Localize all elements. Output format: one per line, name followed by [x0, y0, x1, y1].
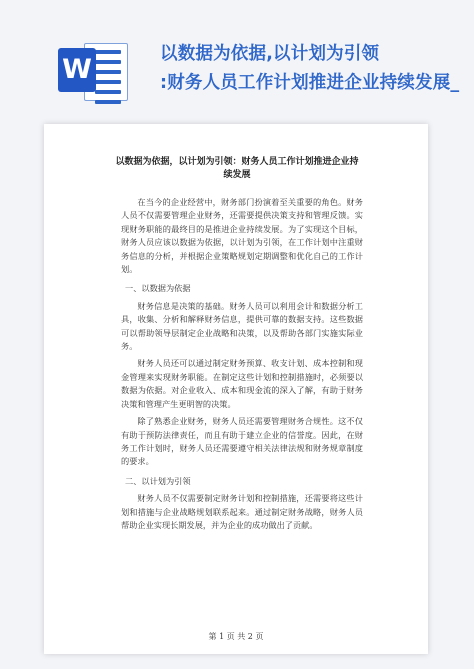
header-title-line2: :财务人员工作计划推进企业持续发展_: [160, 73, 460, 93]
document-page: [44, 124, 428, 654]
paragraph-5: 财务人员不仅需要制定财务计划和控制措施，还需要将这些计划和措施与企业战略规划联系起来。通过制定财务战略，财务人员帮助企业实现长期发展，并为企业的成功做出了贡献。: [121, 493, 363, 530]
paragraph-2: 财务信息是决策的基础。财务人员可以利用会计和数据分析工具，收集、分析和解释财务信息，提供可靠的数据支持。这些数据可以帮助领导层制定企业战略和决策，以及帮助各部门实施实际业务。: [121, 300, 363, 352]
paragraph-intro: 在当今的企业经营中，财务部门扮演着至关重要的角色。财务人员不仅需要管理企业财务，还需要提供决策支持和管理反馈。实现财务职能的最终目的是推进企业持续发展。为了实现这个目标，财务人员应该以数据为依据，以计划为引领，在工作计划中注重财务信息的分析，并根据企业策略规划定期调整和优化自己的工作计划。: [121, 197, 363, 275]
section-heading-1: 一、以数据为依据: [125, 283, 191, 294]
word-document-icon: [58, 38, 128, 102]
document-body: [121, 196, 363, 536]
page-number: 第 1 页 共 2 页: [208, 632, 264, 641]
document-title: 以数据为依据，以计划为引领：财务人员工作计划推进企业持续发展: [115, 157, 359, 180]
paragraph-4: 除了熟悉企业财务，财务人员还需要管理财务合规性。这不仅有助于预防法律责任，而且有助于建立企业的信誉度。因此，在财务工作计划时，财务人员还需要遵守相关法律法规和财务规章制度的要求。: [121, 416, 363, 467]
header: [0, 0, 474, 105]
paragraph-3: 财务人员还可以通过制定财务预算、收支计划、成本控制和现金管理来实现财务职能。在制定这些计划和控制措施时，必须要以数据为依据。对企业收入、成本和现金流的深入了解，有助于财务决策和管理产生更明智的决策。: [121, 358, 363, 409]
header-title-line1: 以数据为依据,以计划为引领: [160, 44, 380, 64]
word-badge: W: [58, 48, 96, 92]
section-heading-2: 二、以计划为引领: [125, 475, 191, 486]
